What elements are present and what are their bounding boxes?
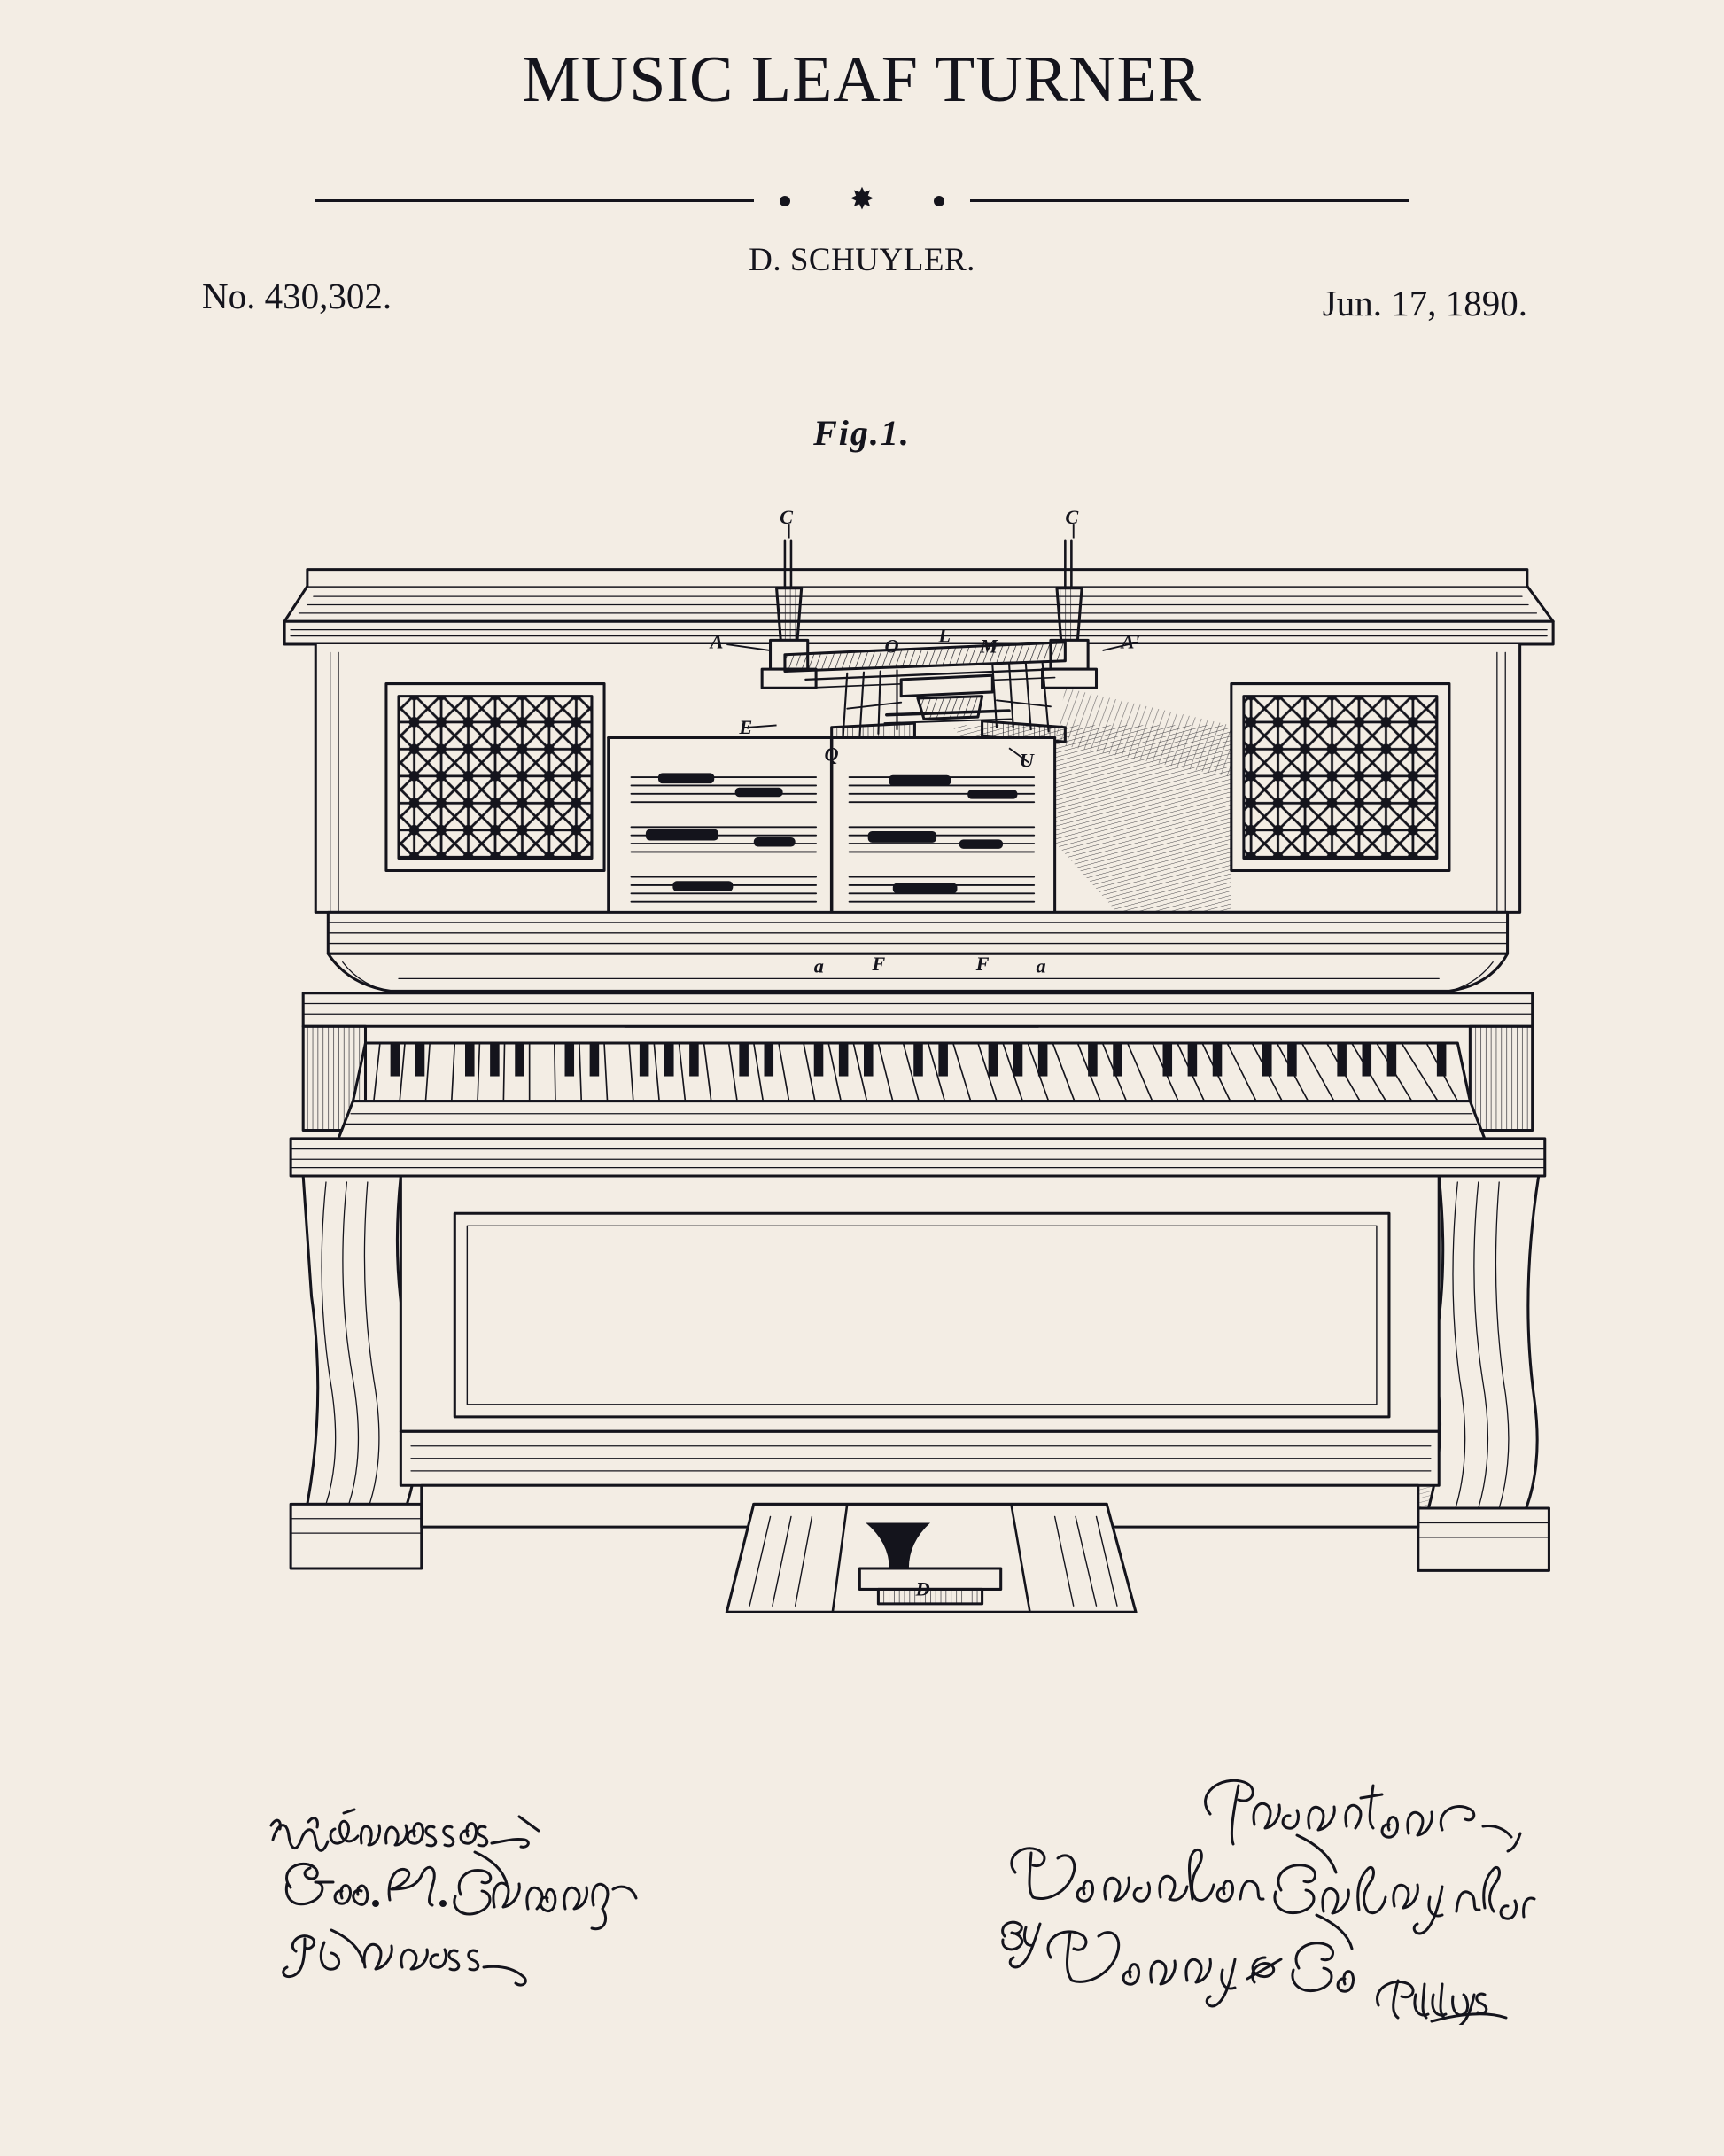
svg-text:A: A — [710, 630, 724, 653]
divider-star-icon: ✸ — [849, 183, 875, 216]
divider-line-right — [970, 199, 1409, 202]
svg-text:A': A' — [1121, 630, 1140, 653]
svg-text:C: C — [780, 506, 793, 529]
svg-text:E: E — [739, 715, 753, 738]
svg-text:a: a — [1036, 954, 1046, 977]
inventor-signature-block — [989, 1759, 1556, 2025]
svg-text:U: U — [1019, 749, 1034, 772]
svg-text:F: F — [872, 953, 886, 975]
divider-dot-left — [780, 196, 790, 206]
svg-text:D: D — [915, 1577, 930, 1600]
patent-date: Jun. 17, 1890. — [1322, 283, 1527, 323]
divider-line-left — [315, 199, 754, 202]
title-divider — [315, 183, 1409, 216]
svg-text:C: C — [1065, 506, 1079, 529]
figure-caption: Fig.1. — [813, 413, 911, 453]
patent-number: No. 430,302. — [202, 276, 392, 316]
svg-text:L: L — [938, 624, 951, 647]
page-title: MUSIC LEAF TURNER — [521, 43, 1203, 116]
svg-text:M: M — [980, 634, 998, 658]
inventor-name-header: D. SCHUYLER. — [749, 242, 975, 278]
svg-text:a: a — [813, 954, 824, 977]
svg-text:F: F — [975, 953, 990, 975]
patent-drawing — [266, 461, 1595, 1613]
divider-dot-right — [934, 196, 944, 206]
witness-signature-block — [266, 1790, 762, 2020]
svg-text:O: O — [884, 634, 899, 658]
svg-text:Q: Q — [824, 743, 839, 766]
